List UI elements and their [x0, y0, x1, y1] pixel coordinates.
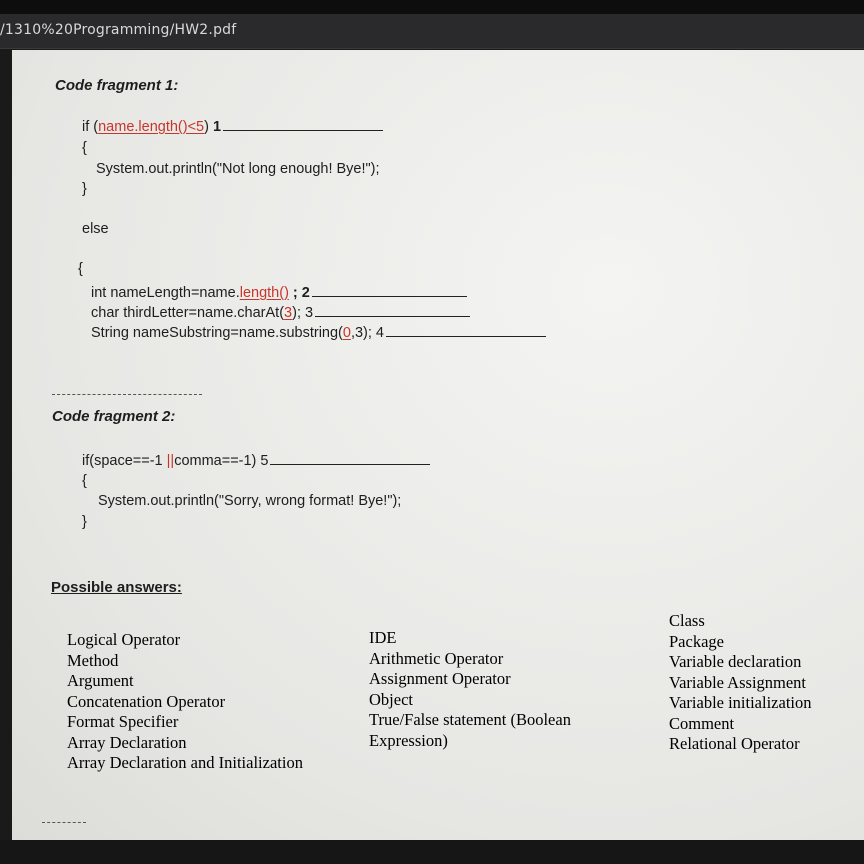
answer-item: Format Specifier	[67, 712, 179, 731]
bottom-bezel	[0, 840, 864, 864]
code-text: if(space==-1	[82, 453, 167, 469]
answers-column-1	[67, 630, 303, 774]
code-text: int nameLength=name.	[91, 285, 240, 301]
code-text: char thirdLetter=name.charAt(	[91, 305, 285, 321]
println-line-2: System.out.println("Sorry, wrong format! Bye!");	[98, 493, 402, 509]
answer-item: IDE	[369, 628, 397, 647]
answers-heading: Possible answers:	[51, 579, 182, 596]
address-bar[interactable]	[0, 14, 864, 49]
fragment1-if-line	[82, 118, 383, 135]
answer-item: Class	[669, 611, 705, 630]
url-text[interactable]: /1310%20Programming/HW2.pdf	[0, 22, 237, 38]
if-keyword: if (	[82, 119, 99, 135]
answers-column-3	[669, 611, 812, 755]
blank-number: ,3); 4	[350, 325, 384, 341]
answer-item: Logical Operator	[67, 630, 181, 649]
fragment1-heading: Code fragment 1:	[55, 77, 179, 94]
open-brace: {	[82, 140, 87, 156]
blank-number: comma==-1) 5	[174, 453, 269, 469]
highlighted-code: ||	[166, 453, 175, 469]
answer-blank-2[interactable]	[312, 284, 467, 297]
close-brace-3: }	[82, 514, 87, 530]
blank-number: ); 3	[292, 305, 314, 321]
answer-item: Arithmetic Operator	[369, 648, 504, 668]
println-line: System.out.println("Not long enough! Bye!");	[96, 161, 380, 177]
open-brace-2: {	[78, 261, 83, 277]
answer-blank-5[interactable]	[270, 452, 430, 465]
pdf-page	[12, 50, 864, 840]
highlighted-code: length()	[239, 285, 289, 301]
highlighted-code: 0	[342, 325, 351, 341]
answer-item: Package	[669, 631, 724, 651]
else-keyword: else	[82, 221, 109, 237]
line-thirdletter	[91, 304, 470, 321]
answer-blank-4[interactable]	[386, 324, 546, 337]
answer-item: True/False statement (Boolean	[369, 710, 571, 729]
footer-divider	[42, 822, 86, 823]
answer-blank-1[interactable]	[223, 118, 383, 131]
divider	[52, 394, 202, 395]
answer-item: Relational Operator	[669, 734, 800, 753]
answer-item: Assignment Operator	[369, 669, 511, 688]
top-bezel	[0, 0, 864, 14]
open-brace-3: {	[82, 473, 87, 489]
answer-item: Concatenation Operator	[67, 691, 226, 711]
highlighted-code: 3	[284, 305, 293, 321]
blank-number: ; 2	[288, 285, 310, 301]
answer-item: Argument	[67, 671, 134, 690]
answer-item: Variable initialization	[669, 693, 812, 712]
answer-item: Variable Assignment	[669, 672, 807, 692]
line-namesubstring	[91, 324, 546, 341]
answer-item: Variable declaration	[669, 652, 802, 671]
answer-item: Array Declaration and Initialization	[67, 753, 303, 772]
fragment2-if-line	[82, 452, 430, 469]
answer-item: Expression)	[369, 730, 448, 750]
highlighted-code: name.length()<5	[98, 119, 205, 135]
answers-column-2	[369, 628, 571, 751]
code-text: String nameSubstring=name.substring(	[91, 325, 343, 341]
answer-item: Array Declaration	[67, 732, 187, 752]
answer-blank-3[interactable]	[315, 304, 470, 317]
blank-number: 1	[212, 119, 222, 135]
close-brace: }	[82, 181, 87, 197]
answer-item: Object	[369, 689, 413, 709]
answer-item: Method	[67, 650, 119, 670]
fragment2-heading: Code fragment 2:	[52, 408, 176, 425]
paren: )	[204, 119, 209, 135]
answer-item: Comment	[669, 713, 735, 733]
line-namelength	[91, 284, 467, 301]
